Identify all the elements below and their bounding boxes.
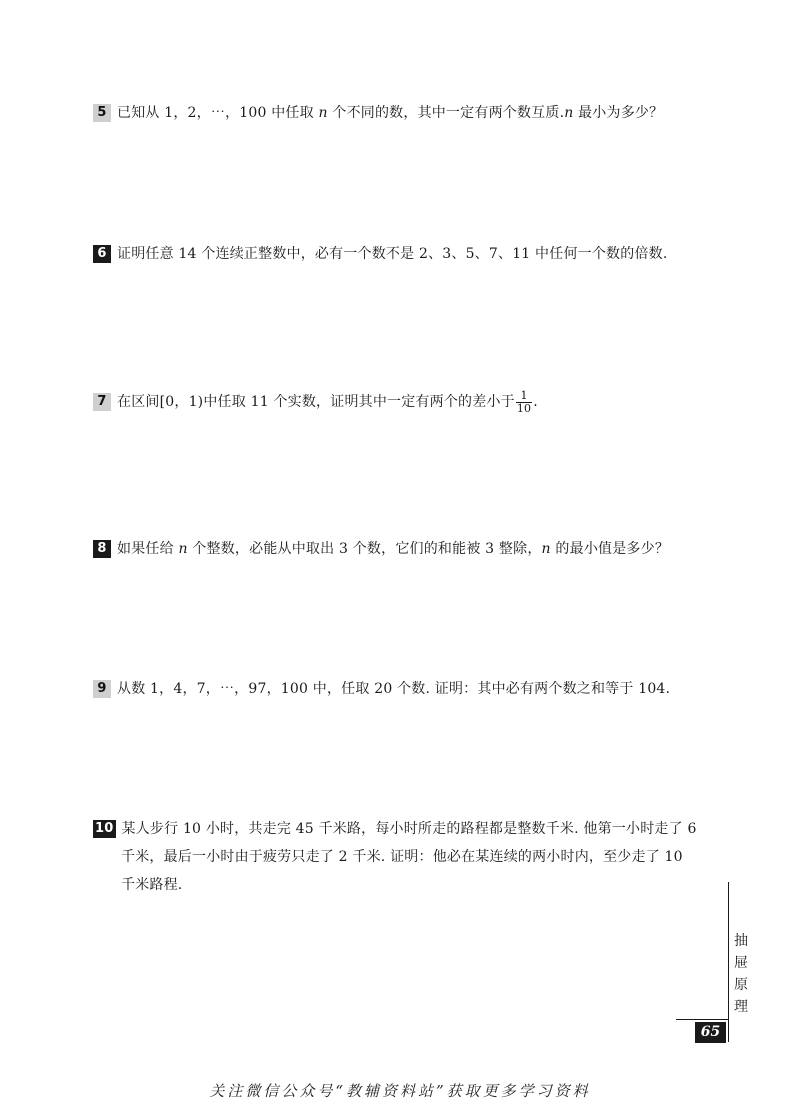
math-variable: n: [564, 105, 574, 121]
problem-text: [117, 388, 538, 415]
problem-8: [93, 535, 740, 563]
problem-line: [93, 871, 740, 899]
chapter-tab-char: 原: [734, 977, 748, 993]
problem-number-badge: 9: [93, 680, 111, 698]
page-number-rule: [676, 1019, 728, 1020]
problem-line: [93, 815, 740, 843]
problem-line: [93, 843, 740, 871]
problem-number-badge: 8: [93, 540, 111, 558]
problem-text: 证明任意 14 个连续正整数中，必有一个数不是 2、3、5、7、11 中任何一个数的倍数.: [117, 246, 668, 262]
problem-text-part: 个整数，必能从中取出 3 个数，它们的和能被 3 整除，: [187, 541, 542, 557]
problem-number-badge: 7: [93, 393, 111, 411]
fraction-denominator: 10: [516, 401, 532, 415]
problem-10: [93, 815, 740, 899]
chapter-tab-char: 理: [734, 999, 748, 1015]
problem-text-line: 千米，最后一小时由于疲劳只走了 2 千米. 证明：他必在某连续的两小时内，至少走了 10: [121, 849, 683, 865]
problem-9: [93, 675, 740, 703]
problem-7: [93, 388, 740, 416]
math-variable: n: [178, 541, 188, 557]
math-variable: n: [541, 541, 551, 557]
problem-text-part: 已知从 1，2，⋯，100 中任取: [117, 105, 319, 121]
problem-text-line: 千米路程.: [121, 877, 183, 893]
problem-text-line: 某人步行 10 小时，共走完 45 千米路，每小时所走的路程都是整数千米. 他第一小时走了 6: [121, 821, 697, 837]
problem-text-part: .: [533, 394, 538, 410]
problem-text-part: 如果任给: [117, 541, 179, 557]
problem-text-part: 的最小值是多少？: [550, 541, 670, 557]
side-tab-divider: [728, 882, 729, 1042]
problem-5: [93, 99, 740, 127]
problem-text: [117, 541, 669, 557]
problem-number-badge: 5: [93, 104, 111, 122]
page-number: 65: [695, 1022, 726, 1043]
problem-text-part: 个不同的数，其中一定有两个数互质.: [327, 105, 565, 121]
problem-number-badge: 6: [93, 245, 111, 263]
chapter-side-tab: [733, 930, 749, 1018]
problem-text-part: 最小为多少？: [573, 105, 664, 121]
math-variable: n: [318, 105, 328, 121]
footer-note: 关注微信公众号“教辅资料站”获取更多学习资料: [209, 1082, 591, 1100]
problem-text-part: 在区间[0，1)中任取 11 个实数，证明其中一定有两个的差小于: [117, 394, 515, 410]
fraction: [516, 390, 532, 415]
problem-number-badge: 10: [95, 821, 114, 836]
problem-text: [117, 105, 663, 121]
chapter-tab-char: 屉: [734, 955, 748, 971]
fraction-numerator: 1: [516, 390, 532, 403]
problem-text: 从数 1，4，7，⋯，97，100 中，任取 20 个数. 证明：其中必有两个数之和等于 104.: [117, 681, 671, 697]
chapter-tab-char: 抽: [734, 933, 748, 949]
problem-6: [93, 240, 740, 268]
